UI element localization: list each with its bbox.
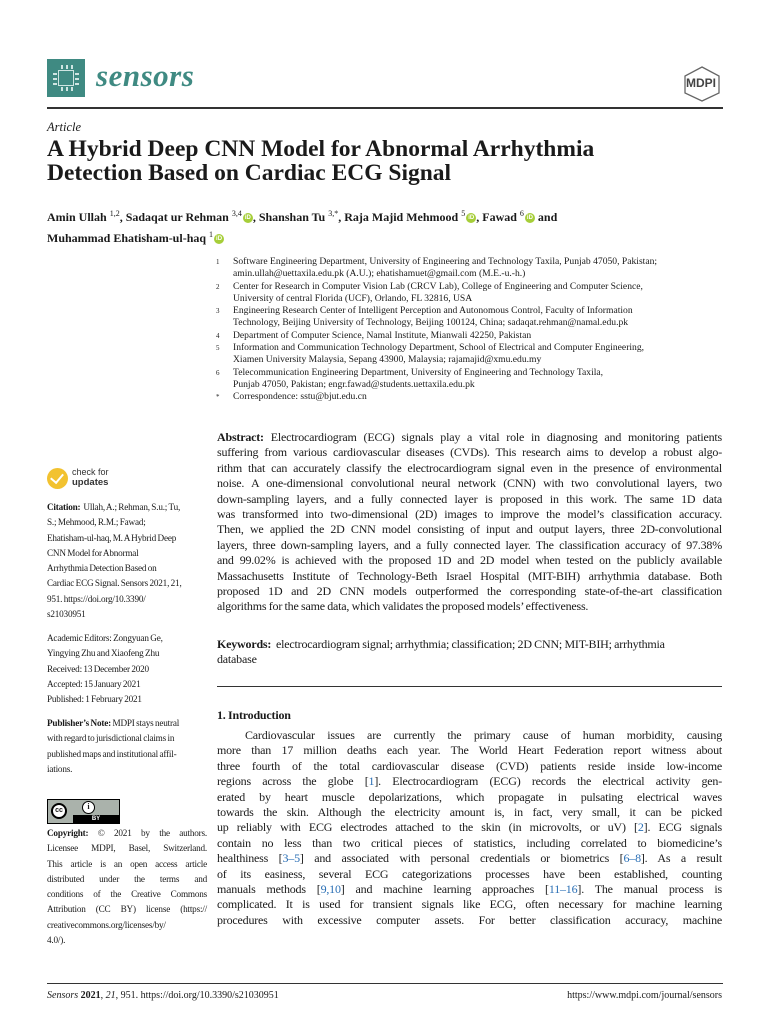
paragraph-line: Cardiovascular issues are currently the primary cause of human morbidity, causing bbox=[245, 728, 722, 742]
affiliation-number bbox=[216, 268, 233, 280]
affiliation-number: 5 bbox=[216, 344, 220, 353]
affiliation-text: Engineering Research Center of Intelligent Perception and Autonomous Control, Faculty of Information bbox=[233, 305, 633, 317]
affiliation-number: * bbox=[216, 393, 220, 402]
affiliation-line bbox=[216, 268, 726, 280]
abstract-line: Massachusetts Institute of Technology-Beth Israel Hospital (MIT-BIH) arrhythmia database. Both bbox=[217, 568, 722, 583]
affiliation-line bbox=[216, 293, 726, 305]
abstract-line: layers, three down-sampling layers, and a fully connected layer. The classification accuracy of 97.38% bbox=[217, 537, 722, 552]
paragraph-line: towards the skin. Although the electricity amount is, in fact, very small, it can be picked bbox=[217, 805, 722, 820]
affiliation-number bbox=[216, 379, 233, 391]
paragraph-line: manuals methods [9,10] and machine learning approaches [11–16]. The manual process is bbox=[217, 882, 722, 897]
affiliation-line bbox=[216, 379, 726, 391]
affiliation-text: Technology, Beijing University of Technology, Beijing 100124, China; sadaqat.rehman@namal.edu.pk bbox=[233, 317, 629, 329]
paragraph-line: three fourth of the total cardiovascular disease (CVD) patients reside inside low-income bbox=[217, 758, 722, 773]
orcid-icon[interactable]: iD bbox=[526, 215, 533, 222]
abstract bbox=[217, 430, 722, 615]
mdpi-logo: MDPI bbox=[683, 66, 721, 102]
affiliation-number: 1 bbox=[216, 258, 220, 266]
affiliation-text: Xiamen University Malaysia, Sepang 43900, Malaysia; rajamajid@xmu.edu.my bbox=[233, 354, 542, 366]
affiliation-number bbox=[216, 293, 233, 305]
affiliation-line bbox=[216, 330, 726, 342]
affiliation-text: Telecommunication Engineering Department, University of Engineering and Technology Taxila, bbox=[233, 366, 604, 378]
affiliation-line bbox=[216, 281, 726, 293]
paragraph-line: erated by heart muscle depolarizations, which propagate in pulsating electrical waves bbox=[217, 789, 722, 804]
cc-by-license-icon[interactable]: cc i BY bbox=[47, 799, 120, 824]
citation-link[interactable]: 1 bbox=[368, 774, 375, 789]
footer-divider bbox=[47, 983, 723, 984]
abstract-line: proposed 1D and 2D CNN models outperformed the corresponding state-of-the-art classification bbox=[217, 584, 722, 599]
affiliation-text: Software Engineering Department, University of Engineering and Technology Taxila, Punjab 47050, Pakistan; bbox=[233, 256, 658, 267]
orcid-icon[interactable]: iD bbox=[244, 215, 251, 222]
citation-block: Citation: Ullah, A.; Rehman, S.u.; Tu, S.; Mehmood, R.M.; Fawad; Ehatisham-ul-haq, M. A Hybrid Deep CNN Model for Abnormal Arrhythmia Detection Based on Cardiac ECG Signal. Sensors 2021, 21, 951. https://doi.org/10.3390/ s21030951 bbox=[47, 500, 207, 622]
orcid-icon[interactable]: iD bbox=[468, 215, 475, 222]
affiliation-number: 3 bbox=[216, 307, 220, 316]
affiliation-line bbox=[216, 342, 726, 354]
paragraph-line: contain no less than two critical pieces of statistics, including correlated to biomedicine’s bbox=[217, 835, 722, 850]
abstract-line: Then, we applied the 2D CNN model consisting of input and output layers, three 2D-convolutional bbox=[217, 522, 722, 537]
affiliation-text: Information and Communication Technology Department, School of Electrical and Computer Engineering, bbox=[233, 342, 645, 354]
journal-name: sensors bbox=[96, 58, 195, 93]
paragraph-line: of its easiness, several ECG categorizations processes have been established, counting bbox=[217, 866, 722, 881]
paragraph-line: procedures with excessive computer assets. For better classification accuracy, machine bbox=[217, 912, 722, 927]
affiliation-line bbox=[216, 367, 726, 379]
affiliation-line bbox=[216, 256, 726, 268]
paragraph-line: up reliably with ECG electrodes attached to the skin (in microvolts, or uV) [2]. ECG signals bbox=[217, 820, 723, 835]
citation-link[interactable]: 2 bbox=[637, 820, 644, 835]
affiliation-text: amin.ullah@uettaxila.edu.pk (A.U.); ehatishamuet@gmail.com (M.E.-u.-h.) bbox=[233, 268, 526, 280]
affiliation-line bbox=[216, 305, 726, 317]
paragraph-line: more than 17 million deaths each year. The World Heart Federation report witness about bbox=[217, 743, 722, 758]
abstract-line: noise. A one-dimensional convolutional neural network (CNN) with two convolutional layers, two bbox=[217, 476, 722, 491]
citation-link[interactable]: 6–8 bbox=[623, 851, 641, 866]
license-link[interactable]: creativecommons.org/licenses/by/ bbox=[47, 919, 166, 930]
affiliation-text: Correspondence: sstu@bjut.edu.cn bbox=[233, 391, 367, 403]
header-divider bbox=[47, 107, 723, 109]
affiliation-number bbox=[216, 317, 233, 329]
paragraph-line: complicated. It is used for transient signals like ECG, often necessary for machine learning bbox=[217, 897, 722, 912]
section-heading-introduction: 1. Introduction bbox=[217, 708, 291, 722]
paragraph-line: regions across the globe [1]. Electrocardiogram (ECG) records the electrical activity gen- bbox=[217, 774, 722, 789]
citation-link[interactable]: 9,10 bbox=[320, 882, 341, 897]
footer-journal-link[interactable]: https://www.mdpi.com/journal/sensors bbox=[567, 990, 722, 1001]
abstract-line: down-sampling layers, and a fully connected layer is proposed in this work. The same 1D data bbox=[217, 491, 722, 506]
affiliation-text: Punjab 47050, Pakistan; engr.fawad@students.uettaxila.edu.pk bbox=[233, 378, 475, 390]
copyright-block: Copyright: © 2021 by the authors. Licensee MDPI, Basel, Switzerland. This article is an open access article distributed under the terms and conditions of the Creative Commons Attribution (CC BY) license (https:// creativecommons.org/licenses/by/ 4.0/). bbox=[47, 828, 207, 946]
publisher-note: Publisher’s Note: MDPI stays neutral with regard to jurisdictional claims in published maps and institutional affil- iations. bbox=[47, 718, 180, 774]
citation-link[interactable]: 11–16 bbox=[548, 882, 578, 897]
citation-link[interactable]: 3–5 bbox=[282, 851, 300, 866]
affiliation-text: Center for Research in Computer Vision Lab (CRCV Lab), College of Engineering and Computer Science, bbox=[233, 280, 643, 292]
affiliations bbox=[216, 256, 726, 404]
journal-logo-icon bbox=[47, 59, 85, 97]
abstract-line: rithm that can accurately classify the electrocardiogram signal even in the presence of environmental bbox=[217, 460, 722, 475]
affiliation-line bbox=[216, 317, 726, 329]
affiliation-text: University of central Florida (UCF), Orlando, FL 32816, USA bbox=[233, 292, 473, 304]
doi-link[interactable]: 951. https://doi.org/10.3390/ bbox=[47, 593, 146, 604]
abstract-line: was transformed into two-dimensional (2D) images to improve the model’s classification accuracy. bbox=[217, 507, 722, 522]
footer-citation: Sensors 2021, 21, 951. https://doi.org/10.3390/s21030951 bbox=[47, 990, 279, 1001]
abstract-line: algorithms for the same data, which validates the proposed models’ effectiveness. bbox=[217, 599, 589, 614]
affiliation-number: 2 bbox=[216, 282, 220, 291]
affiliation-line bbox=[216, 354, 726, 366]
article-type: Article bbox=[47, 120, 82, 134]
orcid-icon[interactable]: iD bbox=[216, 236, 223, 243]
section-divider bbox=[217, 686, 722, 687]
affiliation-line bbox=[216, 391, 726, 403]
dates-block: Academic Editors: Zongyuan Ge, Yingying Zhu and Xiaofeng Zhu Received: 13 December 2020 Accepted: 15 January 2021 Published: 1 February 2021 bbox=[47, 633, 163, 705]
keywords: Keywords: electrocardiogram signal; arrhythmia; classification; 2D CNN; MIT-BIH; arrhythmia database bbox=[217, 637, 665, 667]
affiliation-text: Department of Computer Science, Namal Institute, Mianwali 42250, Pakistan bbox=[233, 329, 532, 341]
introduction-text bbox=[217, 728, 722, 928]
author-list: Amin Ullah $^{1,2}$, Sadaqat ur Rehman $^{3,4}$iD , Shanshan Tu $^{3,*}$, Raja Majid Mehmood $^5$iD , Fawad $^6$iD and Muhammad Ehatisham-ul-haq $^1$iD bbox=[47, 209, 558, 245]
affiliation-number: 6 bbox=[216, 368, 220, 377]
abstract-line: Abstract: Electrocardiogram (ECG) signals play a vital role in diagnosing and monitoring patients bbox=[217, 430, 722, 444]
abstract-line: and 99.02% is achieved with the proposed 1D and 2D model when tested on the publicly available bbox=[217, 553, 722, 568]
checkmark-icon bbox=[47, 468, 68, 489]
affiliation-number: 4 bbox=[216, 331, 220, 340]
affiliation-number bbox=[216, 354, 233, 366]
paper-title: A Hybrid Deep CNN Model for Abnormal Arrhythmia Detection Based on Cardiac ECG Signal bbox=[47, 136, 595, 186]
abstract-line: suffering from various cardiovascular diseases (CVDs). This research aims to develop a robust algo- bbox=[217, 445, 722, 460]
paragraph-line: healthiness [3–5] and associated with personal credentials or biometrics [6–8]. As a result bbox=[217, 851, 722, 866]
